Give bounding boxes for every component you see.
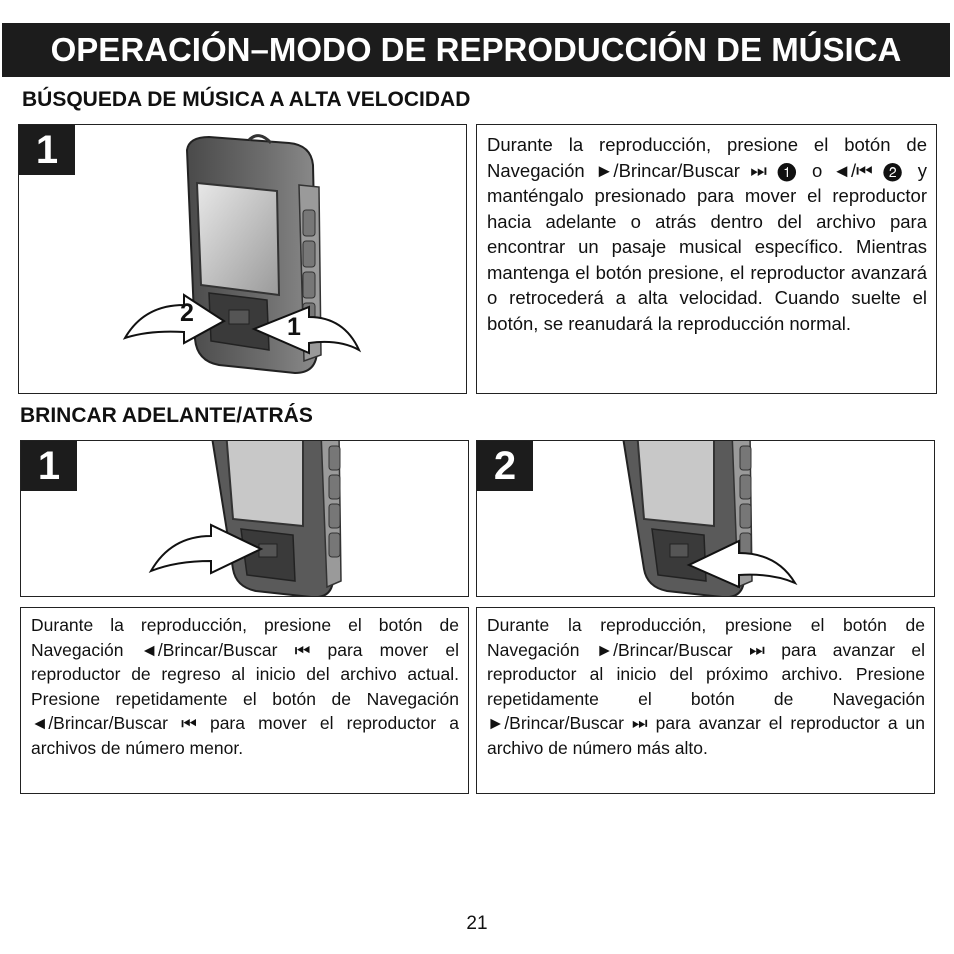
illustration-fast-search [18, 124, 467, 394]
section-title-fast-search: BÚSQUEDA DE MÚSICA A ALTA VELOCIDAD [22, 88, 471, 111]
step-number: 2 [477, 441, 533, 491]
mp3-player-illustration [21, 441, 469, 597]
text-box-skip-forward [476, 607, 935, 794]
text-box-skip-back [20, 607, 469, 794]
mp3-player-illustration [19, 125, 467, 394]
arrow-label-forward: 1 [287, 313, 301, 341]
text-box-fast-search [476, 124, 937, 394]
instructions-skip-back: Durante la reproducción, presione el botón de Navegación ◄/Brincar/Buscar ⏮ para mover el reproductor de regreso al inicio del archivo actual. Presione repetidamente el botón de Navegación ◄/Brincar/Buscar ⏮ para mover el reproductor a archivos de número menor. [31, 615, 459, 758]
instructions-skip-forward: Durante la reproducción, presione el botón de Navegación ►/Brincar/Buscar ⏭ para avanzar el reproductor al inicio del próximo archivo. Presione repetidamente el botón de Navegación ►/Brincar/Buscar ⏭ para avanzar el reproductor a un archivo de número más alto. [487, 615, 925, 758]
step-number: 1 [21, 441, 77, 491]
illustration-skip-back [20, 440, 469, 597]
mp3-player-illustration [477, 441, 935, 597]
section-title-skip: BRINCAR ADELANTE/ATRÁS [20, 404, 313, 427]
step-number: 1 [19, 125, 75, 175]
illustration-skip-forward [476, 440, 935, 597]
page-title: OPERACIÓN–MODO DE REPRODUCCIÓN DE MÚSICA [2, 23, 950, 77]
page-number: 21 [466, 913, 488, 934]
instructions-fast-search: Durante la reproducción, presione el botón de Navegación ►/Brincar/Buscar ⏭ ❶ o ◄/⏮ ❷ y manténgalo presionado para mover el reproductor hacia adelante o atrás dentro del archivo para encontrar un pasaje musical específico. Mientras mantenga el botón presione, el reproductor avanzará o retrocederá a alta velocidad. Cuando suelte el botón, se reanudará la reproducción normal. [487, 134, 927, 334]
arrow-label-back: 2 [180, 299, 194, 327]
